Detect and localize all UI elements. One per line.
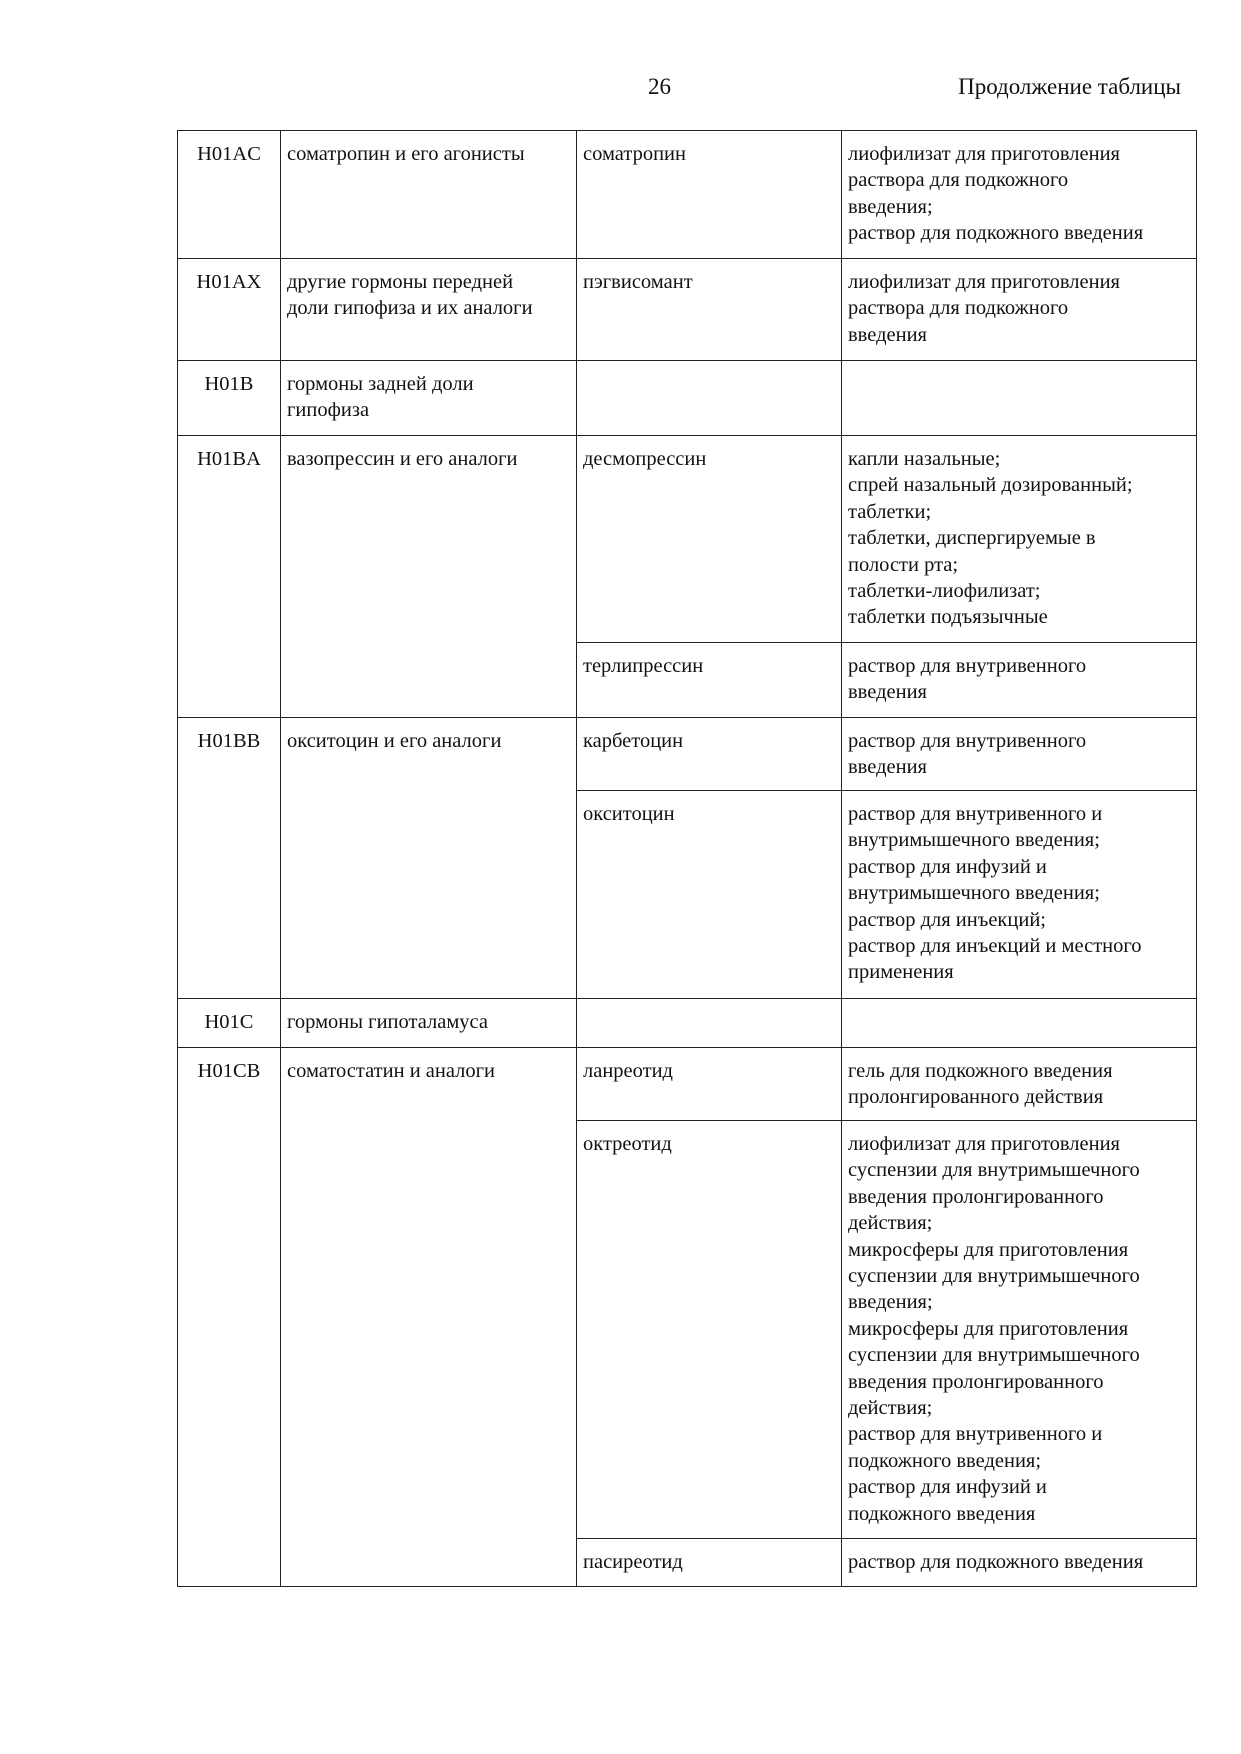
dosage-form-line: введения	[848, 323, 927, 346]
dosage-form-line: таблетки-лиофилизат;	[848, 580, 1041, 603]
dosage-form-line: действия;	[848, 1397, 933, 1420]
drug-name: пэгвисомант	[577, 259, 842, 361]
dosage-forms	[842, 1539, 1197, 1587]
group-name: вазопрессин и его аналоги	[281, 436, 577, 718]
group-name	[281, 259, 577, 361]
table-row	[178, 999, 1197, 1048]
atc-code: H01BB	[178, 718, 281, 999]
dosage-form-line: раствор для инфузий и	[848, 1476, 1047, 1499]
group-name-line: гипофиза	[287, 399, 370, 422]
dosage-form-line: введения;	[848, 1291, 933, 1314]
dosage-form-line: раствор для внутривенного	[848, 730, 1087, 752]
drug-name-empty	[577, 999, 842, 1048]
drug-name: десмопрессин	[577, 436, 842, 643]
dosage-form-line: раствора для подкожного	[848, 169, 1069, 192]
dosage-form-line: введения;	[848, 195, 933, 218]
drug-name: соматропин	[577, 131, 842, 259]
dosage-form-line: полости рта;	[848, 553, 959, 576]
dosage-form-line: микросферы для приготовления	[848, 1317, 1129, 1340]
drug-name-empty	[577, 361, 842, 436]
dosage-form-line: лиофилизат для приготовления	[848, 1133, 1120, 1155]
dosage-forms	[842, 643, 1197, 718]
drug-name: карбетоцин	[577, 718, 842, 791]
dosage-form-line: таблетки подъязычные	[848, 606, 1048, 629]
dosage-form-line: спрей назальный дозированный;	[848, 474, 1133, 497]
group-name-line: другие гормоны передней	[287, 271, 514, 293]
dosage-form-line: пролонгированного действия	[848, 1086, 1104, 1109]
atc-code: H01AC	[178, 131, 281, 259]
dosage-form-line: капли назальные;	[848, 448, 1001, 470]
dosage-forms	[842, 791, 1197, 999]
drug-name: терлипрессин	[577, 643, 842, 718]
dosage-form-line: раствор для внутривенного	[848, 655, 1087, 677]
dosage-form-line: раствор для инъекций и местного	[848, 935, 1142, 958]
dosage-form-line: таблетки, диспергируемые в	[848, 527, 1096, 550]
drug-name: ланреотид	[577, 1048, 842, 1121]
dosage-form-line: суспензии для внутримышечного	[848, 1265, 1140, 1288]
atc-code: H01B	[178, 361, 281, 436]
atc-code: H01C	[178, 999, 281, 1048]
dosage-forms	[842, 436, 1197, 643]
dosage-form-line: суспензии для внутримышечного	[848, 1159, 1140, 1182]
dosage-forms	[842, 1121, 1197, 1539]
table-row	[178, 361, 1197, 436]
drug-name: пасиреотид	[577, 1539, 842, 1587]
atc-code: H01BA	[178, 436, 281, 718]
dosage-form-line: раствора для подкожного	[848, 297, 1069, 320]
group-name: окситоцин и его аналоги	[281, 718, 577, 999]
dosage-form-line: введения пролонгированного	[848, 1370, 1104, 1393]
dosage-forms-empty	[842, 361, 1197, 436]
group-name: гормоны гипоталамуса	[281, 999, 577, 1048]
group-name-line: доли гипофиза и их аналоги	[287, 297, 533, 320]
dosage-forms	[842, 131, 1197, 259]
dosage-forms	[842, 1048, 1197, 1121]
atc-code: H01CB	[178, 1048, 281, 1587]
dosage-form-line: микросферы для приготовления	[848, 1238, 1129, 1261]
dosage-form-line: лиофилизат для приготовления	[848, 143, 1120, 165]
drug-name: окситоцин	[577, 791, 842, 999]
drug-name: октреотид	[577, 1121, 842, 1539]
table-row	[178, 131, 1197, 259]
group-name: соматостатин и аналоги	[281, 1048, 577, 1587]
dosage-forms	[842, 259, 1197, 361]
dosage-form-line: введения	[848, 681, 927, 704]
medication-table	[177, 130, 1197, 1587]
table-row	[178, 436, 1197, 643]
dosage-form-line: раствор для подкожного введения	[848, 222, 1144, 245]
dosage-form-line: раствор для подкожного введения	[848, 1551, 1144, 1573]
dosage-form-line: введения пролонгированного	[848, 1185, 1104, 1208]
group-name	[281, 361, 577, 436]
dosage-form-line: таблетки;	[848, 500, 932, 523]
dosage-form-line: суспензии для внутримышечного	[848, 1344, 1140, 1367]
dosage-form-line: раствор для внутривенного и	[848, 803, 1103, 825]
dosage-form-line: внутримышечного введения;	[848, 829, 1100, 852]
table-row	[178, 718, 1197, 791]
dosage-forms	[842, 718, 1197, 791]
dosage-form-line: раствор для инфузий и	[848, 855, 1047, 878]
dosage-form-line: подкожного введения;	[848, 1449, 1042, 1472]
dosage-form-line: введения	[848, 756, 927, 779]
dosage-forms-empty	[842, 999, 1197, 1048]
table-row	[178, 1048, 1197, 1121]
dosage-form-line: подкожного введения	[848, 1502, 1036, 1525]
dosage-form-line: раствор для инъекций;	[848, 908, 1046, 931]
dosage-form-line: действия;	[848, 1212, 933, 1235]
dosage-form-line: раствор для внутривенного и	[848, 1423, 1103, 1446]
table-continuation-label: Продолжение таблицы	[958, 74, 1181, 99]
dosage-form-line: гель для подкожного введения	[848, 1060, 1113, 1082]
group-name-line: гормоны задней доли	[287, 373, 474, 395]
atc-code: H01AX	[178, 259, 281, 361]
dosage-form-line: применения	[848, 961, 954, 984]
table-row	[178, 259, 1197, 361]
dosage-form-line: внутримышечного введения;	[848, 882, 1100, 905]
page-number: 26	[648, 74, 671, 99]
dosage-form-line: лиофилизат для приготовления	[848, 271, 1120, 293]
group-name: соматропин и его агонисты	[281, 131, 577, 259]
